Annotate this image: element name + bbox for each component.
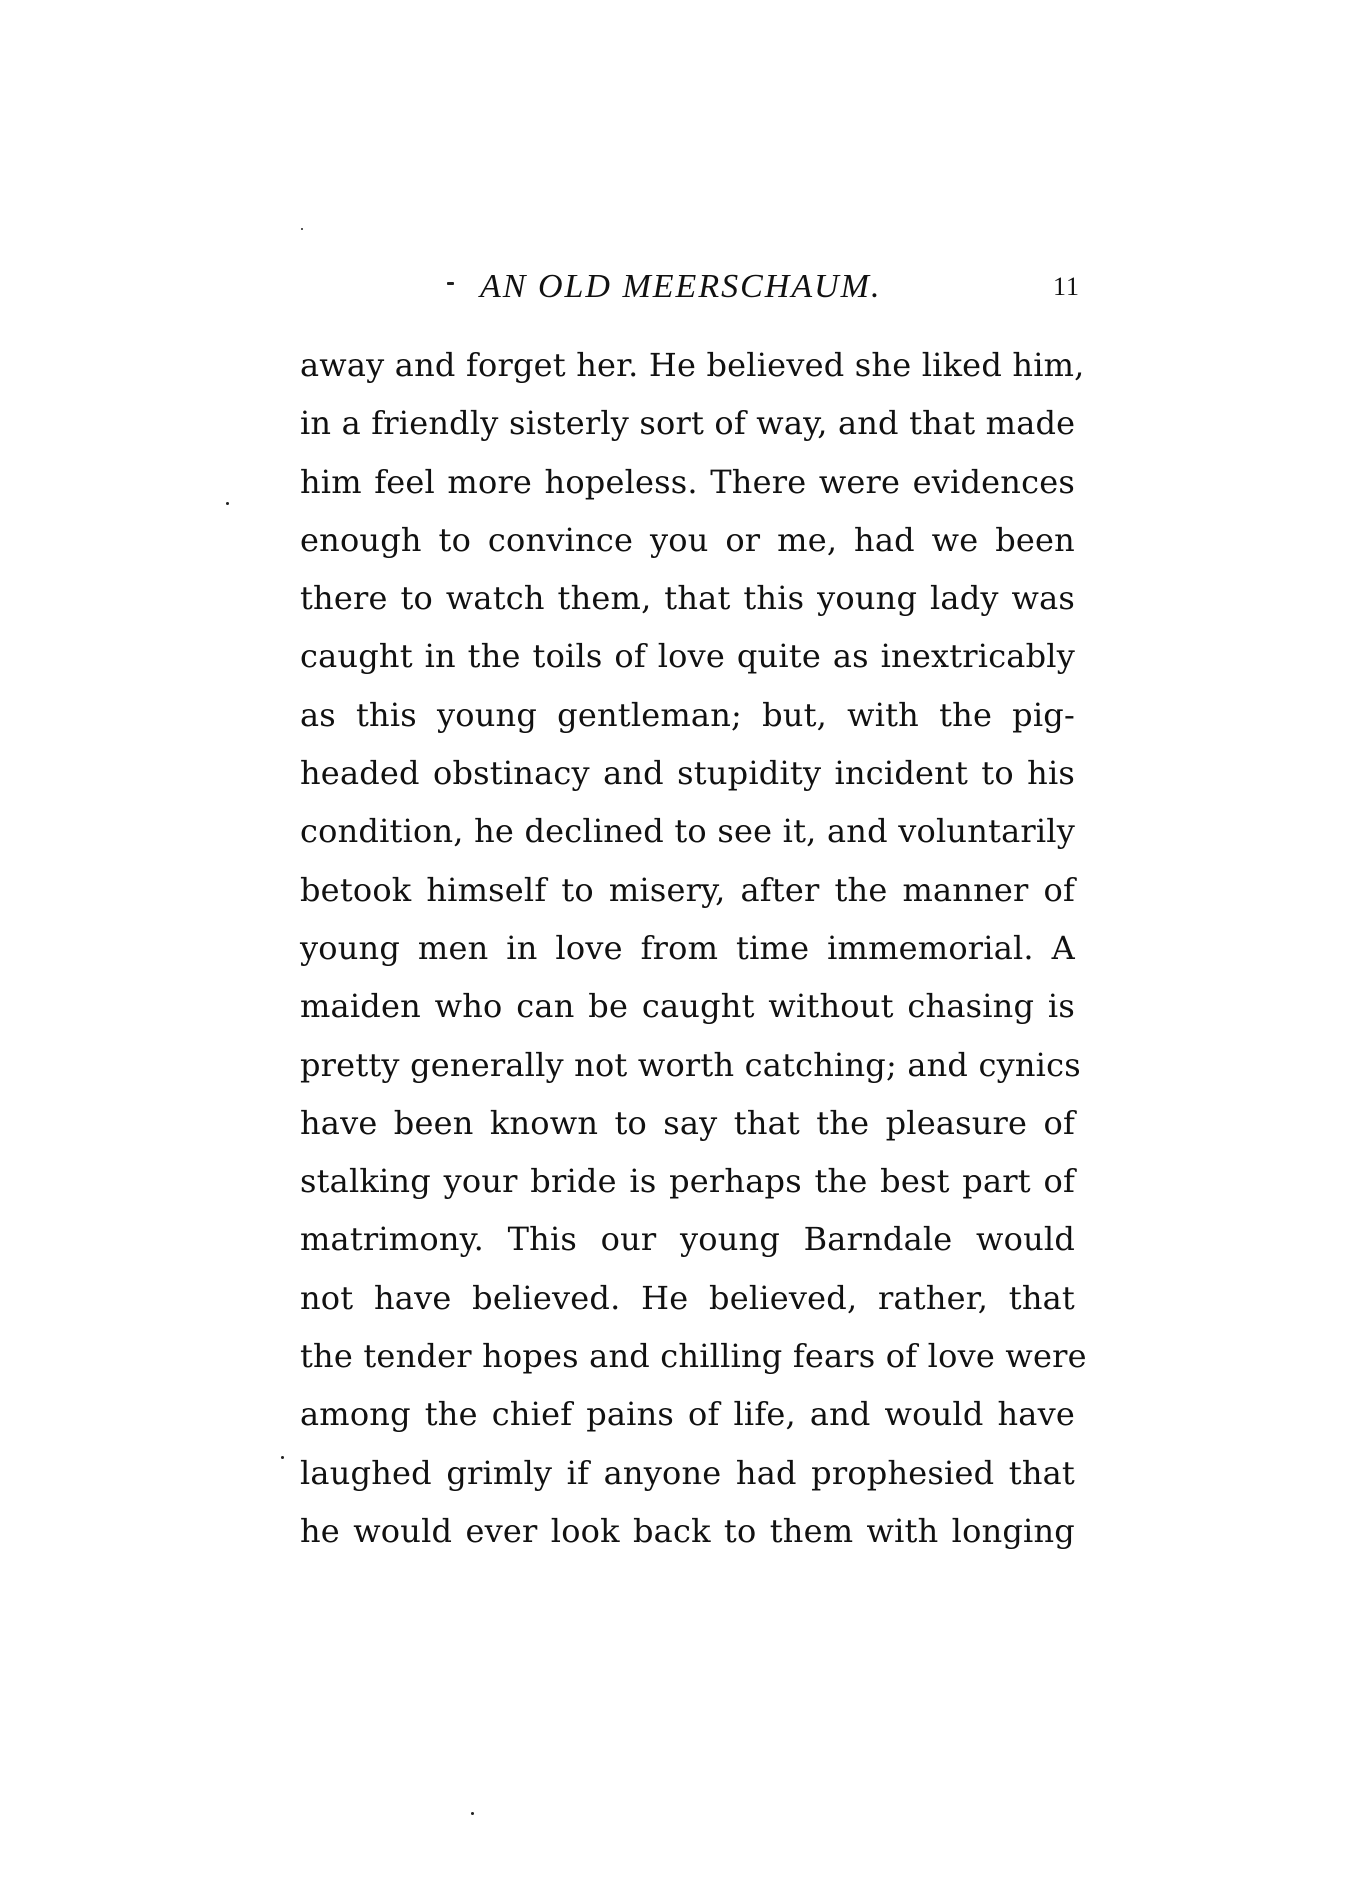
text-line: the tender hopes and chilling fears of love were bbox=[300, 1337, 1087, 1376]
text-line: as this young gentleman; but, with the pig- bbox=[300, 695, 1075, 734]
scan-speck bbox=[447, 282, 454, 285]
running-title: AN OLD MEERSCHAUM. bbox=[480, 268, 882, 305]
page-number: 11 bbox=[1052, 272, 1080, 301]
text-line: have been known to say that the pleasure of bbox=[300, 1103, 1075, 1142]
text-line: among the chief pains of life, and would have bbox=[300, 1395, 1075, 1434]
text-line: condition, he declined to see it, and voluntarily bbox=[300, 812, 1075, 851]
text-line: maiden who can be caught without chasing is bbox=[300, 987, 1075, 1026]
text-line: young men in love from time immemorial. A bbox=[300, 928, 1075, 967]
scan-speck bbox=[301, 228, 303, 230]
scan-speck bbox=[226, 502, 229, 505]
text-line: not have believed. He believed, rather, that bbox=[300, 1278, 1075, 1317]
text-line: betook himself to misery, after the manner of bbox=[300, 870, 1075, 909]
text-line: there to watch them, that this young lady was bbox=[300, 579, 1075, 618]
text-line: headed obstinacy and stupidity incident to his bbox=[300, 754, 1075, 793]
text-line: enough to convince you or me, had we been bbox=[300, 520, 1075, 559]
text-line: him feel more hopeless. There were evidences bbox=[300, 462, 1075, 501]
text-line: pretty generally not worth catching; and cynics bbox=[300, 1045, 1081, 1084]
text-line: in a friendly sisterly sort of way, and that made bbox=[300, 404, 1076, 443]
running-head bbox=[300, 268, 1080, 318]
text-line: matrimony. This our young Barndale would bbox=[300, 1220, 1075, 1259]
scan-speck bbox=[281, 1456, 284, 1459]
text-line: stalking your bride is perhaps the best part of bbox=[300, 1162, 1075, 1201]
scan-speck bbox=[471, 1812, 474, 1815]
text-line: he would ever look back to them with longing bbox=[300, 1511, 1075, 1550]
body-text bbox=[300, 336, 1087, 1560]
text-line: away and forget her. He believed she liked him, bbox=[300, 346, 1085, 384]
text-line: laughed grimly if anyone had prophesied that bbox=[300, 1453, 1075, 1492]
text-line: caught in the toils of love quite as inextricably bbox=[300, 637, 1075, 676]
